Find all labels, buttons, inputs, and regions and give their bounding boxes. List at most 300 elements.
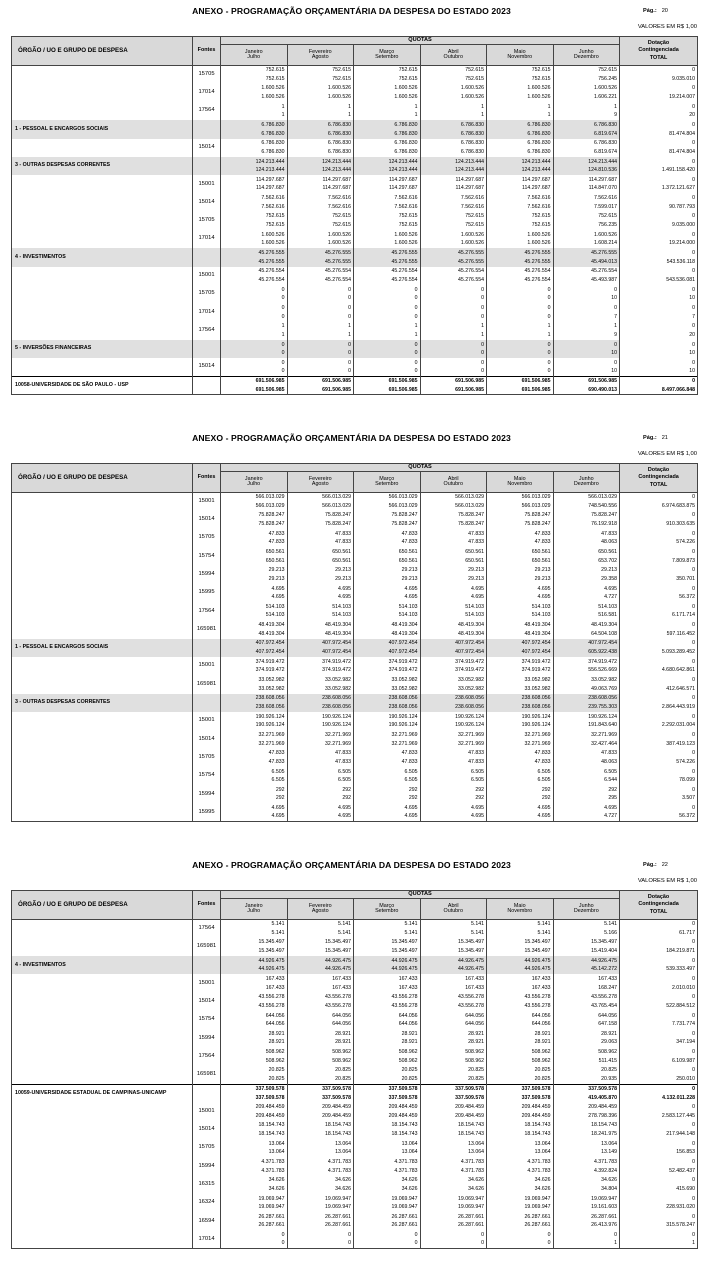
row-label [12,1029,193,1047]
row-label [12,511,193,529]
quota-cell [354,621,421,639]
value-first-half: 32.271.969 [391,731,418,738]
header-fontes: Fontes [193,891,221,920]
source-row [12,566,698,584]
quota-cell [487,1157,554,1175]
total-cell [620,1212,698,1230]
value-second-half: 691.506.985 [455,386,484,393]
value-second-half: 13.149 [601,1149,618,1156]
row-label: 3 - OUTRAS DESPESAS CORRENTES [12,157,193,175]
value-first-half: 1 [614,103,618,110]
value-second-half: 6.819.674 [593,148,618,155]
value-first-half: 407.972.454 [322,640,351,647]
value-second-half: 124.213.444 [255,167,285,174]
value-first-half: 752.615 [531,213,551,220]
value-second-half: 278.798.396 [588,1112,618,1119]
page-number [643,9,668,15]
quota-cell [287,1048,354,1066]
value-second-half: 56.372 [679,813,696,820]
value-second-half: 644.056 [465,1021,484,1028]
value-first-half: 4.371.783 [394,1158,418,1165]
quota-cell [221,694,288,712]
quota-cell [221,358,288,376]
month-bottom: Novembro [507,54,533,60]
quota-cell [354,212,421,230]
quota-cell [553,974,620,992]
quota-cell [287,1194,354,1212]
value-second-half: 217.944.148 [666,1130,696,1137]
value-second-half: 387.419.123 [666,740,696,747]
total-cell [620,340,698,358]
quota-cell [287,785,354,803]
value-second-half: 1 [281,112,285,119]
value-second-half: 228.931.020 [666,1204,696,1211]
quota-cell [487,993,554,1011]
value-second-half: 7 [614,313,618,320]
value-first-half: 0 [614,286,618,293]
value-second-half: 6.786.830 [327,130,351,137]
value-first-half: 45.276.554 [258,268,285,275]
value-second-half: 0 [547,1240,551,1247]
quota-cell [487,584,554,602]
page-number-value: 21 [661,435,668,441]
source-code: 15014 [193,511,221,529]
value-second-half: 4.371.783 [327,1167,351,1174]
source-code: 15014 [193,194,221,212]
value-first-half: 0 [692,1177,696,1184]
value-first-half: 0 [348,286,351,293]
value-first-half: 752.615 [332,213,351,220]
row-label [12,920,193,938]
value-second-half: 0 [414,313,418,320]
value-first-half: 4.695 [471,804,484,811]
value-second-half: 1.600.526 [460,240,484,247]
quota-cell [221,175,288,193]
value-second-half: 6.786.830 [460,130,484,137]
value-first-half: 124.213.444 [388,158,418,165]
value-second-half: 691.506.985 [521,386,551,393]
source-row [12,1157,698,1175]
value-second-half: 20 [689,331,696,338]
value-first-half: 20.825 [468,1067,484,1074]
value-second-half: 756.235 [598,222,618,229]
source-code: 165981 [193,675,221,693]
table-body [12,493,698,822]
value-second-half: 48.419.304 [325,630,351,637]
month-top: Fevereiro [308,48,332,55]
quota-cell [221,712,288,730]
quota-cell [354,157,421,175]
quota-cell [354,1121,421,1139]
quota-cell [287,120,354,138]
total-cell [620,712,698,730]
value-first-half: 75.828.247 [258,512,285,519]
source-row [12,358,698,376]
quota-cell [221,974,288,992]
quota-cell [354,267,421,285]
header-month [487,472,554,493]
value-second-half: 13.064 [534,1149,551,1156]
quota-cell [354,675,421,693]
value-second-half: 1.600.526 [527,240,551,247]
value-second-half: 48.063 [601,758,618,765]
value-first-half: 6.786.830 [261,140,285,147]
value-second-half: 6.109.987 [671,1057,696,1064]
source-row [12,785,698,803]
value-first-half: 508.962 [398,1049,418,1056]
value-first-half: 5.141 [271,921,285,928]
row-label [12,358,193,376]
value-second-half: 32.427.464 [591,740,618,747]
value-first-half: 114.297.687 [588,176,618,183]
quota-cell [553,1066,620,1084]
month-bottom: Julho [247,481,261,487]
value-first-half: 0 [692,1085,696,1092]
value-first-half: 5.141 [604,921,618,928]
value-second-half: 52.482.437 [669,1167,696,1174]
row-label [12,804,193,822]
value-second-half: 43.556.278 [258,1002,285,1009]
quota-cell [221,675,288,693]
value-second-half: 44.926.475 [391,966,418,973]
quota-cell [221,529,288,547]
quota-cell [287,1029,354,1047]
month-bottom: Dezembro [573,54,599,60]
value-second-half: 0 [348,1240,351,1247]
total-cell [620,529,698,547]
quota-cell [354,1194,421,1212]
quota-cell [553,493,620,511]
month-top: Junho [578,475,594,482]
value-second-half: 47.833 [534,758,551,765]
header-total-line: TOTAL [649,481,668,488]
quota-cell [420,956,487,974]
quota-cell [287,767,354,785]
value-second-half: 9 [614,112,618,119]
quota-cell [553,657,620,675]
quota-cell [354,767,421,785]
month-bottom: Agosto [311,908,329,914]
quota-cell [287,194,354,212]
quota-cell [420,785,487,803]
value-second-half: 0 [348,350,351,357]
value-first-half: 75.828.247 [591,512,618,519]
value-first-half: 0 [692,158,696,165]
quota-cell [487,120,554,138]
quota-cell [221,993,288,1011]
value-first-half: 0 [692,176,696,183]
quota-cell [420,194,487,212]
value-second-half: 1 [414,331,418,338]
value-first-half: 6.786.830 [327,121,351,128]
value-first-half: 0 [281,359,285,366]
total-cell [620,1102,698,1120]
value-second-half: 6.505 [471,777,484,784]
source-code: 17014 [193,84,221,102]
value-first-half: 566.013.029 [322,494,351,501]
value-second-half: 0 [481,295,484,302]
value-first-half: 292 [475,786,484,793]
quota-cell [553,511,620,529]
value-second-half: 44.926.475 [258,966,285,973]
row-label: 4 - INVESTIMENTOS [12,956,193,974]
quota-cell [487,749,554,767]
value-second-half: 4.695 [338,813,351,820]
value-first-half: 7.562.616 [527,195,551,202]
value-first-half: 45.276.555 [325,250,351,257]
value-second-half: 752.615 [398,222,418,229]
quota-cell [420,749,487,767]
value-second-half: 407.972.454 [322,649,351,656]
quota-cell [354,1048,421,1066]
value-first-half: 650.561 [398,548,418,555]
value-first-half: 190.926.124 [322,713,351,720]
value-first-half: 0 [692,786,696,793]
value-first-half: 374.919.472 [388,658,418,665]
value-second-half: 650.561 [398,557,418,564]
quota-cell [420,1011,487,1029]
value-first-half: 407.972.454 [388,640,418,647]
row-label [12,493,193,511]
source-row [12,1102,698,1120]
quota-cell [553,139,620,157]
page-number-value: 20 [661,8,668,14]
source-row [12,493,698,511]
quota-cell [354,194,421,212]
value-first-half: 18.154.743 [391,1122,418,1129]
quota-cell [420,1157,487,1175]
quota-cell [553,175,620,193]
source-code: 165981 [193,938,221,956]
quota-cell [354,303,421,321]
header-month [354,899,421,920]
value-second-half: 29.358 [601,575,618,582]
quota-cell [553,1212,620,1230]
quota-cell [354,602,421,620]
value-second-half: 347.194 [676,1039,696,1046]
quota-cell [287,267,354,285]
value-second-half: 6.786.830 [460,148,484,155]
value-first-half: 0 [547,341,551,348]
value-second-half: 4.695 [404,813,418,820]
value-second-half: 337.509.578 [521,1094,551,1101]
value-second-half: 0 [281,295,285,302]
value-first-half: 209.484.459 [455,1104,484,1111]
quota-cell [487,639,554,657]
value-second-half: 6.819.674 [593,130,618,137]
value-first-half: 4.371.783 [460,1158,484,1165]
value-second-half: 239.755.303 [588,703,618,710]
quota-cell [287,602,354,620]
total-cell [620,1048,698,1066]
source-row [12,920,698,938]
quota-cell [420,1194,487,1212]
value-second-half: 1.600.526 [261,93,285,100]
quota-cell [354,1084,421,1102]
quota-cell [553,694,620,712]
quota-cell [287,956,354,974]
quota-cell [553,1102,620,1120]
value-second-half: 6.786.830 [261,148,285,155]
quota-cell [221,120,288,138]
value-first-half: 45.276.554 [524,268,551,275]
header-contingenciada-line: Contingenciada [638,47,679,54]
value-second-half: 81.474.804 [669,148,696,155]
value-first-half: 1.600.526 [527,231,551,238]
value-second-half: 752.615 [265,222,285,229]
quota-cell [221,139,288,157]
quota-cell [221,322,288,340]
source-code: 15994 [193,1029,221,1047]
value-second-half: 9 [614,331,618,338]
source-code: 165981 [193,621,221,639]
value-first-half: 29.213 [401,567,418,574]
value-second-half: 0 [547,350,551,357]
value-second-half: 7.562.616 [327,203,351,210]
row-label [12,139,193,157]
value-second-half: 6.786.830 [327,148,351,155]
month-top: Fevereiro [308,902,332,909]
total-cell [620,657,698,675]
value-second-half: 28.921 [401,1039,418,1046]
value-first-half: 32.271.969 [258,731,285,738]
total-cell [620,139,698,157]
value-first-half: 752.615 [398,67,418,74]
value-first-half: 190.926.124 [588,713,618,720]
total-cell [620,493,698,511]
quota-cell [221,1157,288,1175]
value-first-half: 1 [348,323,351,330]
value-second-half: 508.962 [465,1057,484,1064]
source-row [12,730,698,748]
value-first-half: 566.013.029 [455,494,484,501]
quota-cell [354,377,421,395]
value-first-half: 5.141 [537,921,551,928]
value-second-half: 6.786.830 [394,130,418,137]
value-second-half: 337.509.578 [255,1094,285,1101]
quota-cell [487,102,554,120]
value-first-half: 4.695 [471,585,484,592]
source-row [12,322,698,340]
row-label: 3 - OUTRAS DESPESAS CORRENTES [12,694,193,712]
value-second-half: 33.052.982 [458,685,484,692]
value-second-half: 124.810.536 [588,167,618,174]
quota-cell [420,1121,487,1139]
quota-cell [354,511,421,529]
value-second-half: 47.833 [401,539,418,546]
value-first-half: 75.828.247 [524,512,551,519]
row-label [12,303,193,321]
value-first-half: 0 [692,231,696,238]
value-first-half: 514.103 [398,603,418,610]
quota-cell [287,1066,354,1084]
value-first-half: 1 [281,323,285,330]
quota-cell [221,1212,288,1230]
value-second-half: 644.056 [398,1021,418,1028]
quota-cell [221,566,288,584]
value-first-half: 26.287.661 [391,1213,418,1220]
total-cell [620,602,698,620]
source-code: 17564 [193,102,221,120]
row-label [12,285,193,303]
quota-cell [487,194,554,212]
header-month [221,472,288,493]
quota-cell [553,749,620,767]
month-top: Abril [447,902,459,909]
value-second-half: 10 [689,368,696,375]
quota-cell [420,322,487,340]
value-first-half: 44.926.475 [258,957,285,964]
value-first-half: 0 [692,1158,696,1165]
quota-cell [553,212,620,230]
quota-cell [354,248,421,266]
value-second-half: 650.561 [332,557,351,564]
total-cell [620,938,698,956]
value-first-half: 0 [414,341,418,348]
value-first-half: 5.141 [404,921,418,928]
header-dotacao [620,464,698,493]
value-first-half: 33.052.982 [458,677,484,684]
value-second-half: 45.276.554 [524,276,551,283]
quota-cell [420,1176,487,1194]
quota-cell [487,358,554,376]
quota-cell [487,175,554,193]
header-month [553,45,620,66]
quota-cell [487,511,554,529]
value-second-half: 407.972.454 [455,649,484,656]
value-second-half: 4.680.642.861 [661,667,696,674]
value-second-half: 4.727 [604,813,618,820]
value-first-half: 292 [275,786,285,793]
quota-cell [487,675,554,693]
quota-cell [221,749,288,767]
value-first-half: 0 [281,304,285,311]
source-code: 15705 [193,212,221,230]
source-code: 15705 [193,66,221,84]
quota-cell [221,621,288,639]
value-first-half: 209.484.459 [588,1104,618,1111]
quota-cell [420,566,487,584]
value-first-half: 43.556.278 [325,994,351,1001]
value-first-half: 0 [692,677,696,684]
value-second-half: 114.847.070 [588,185,618,192]
quota-cell [553,303,620,321]
quota-cell [420,730,487,748]
value-first-half: 4.371.783 [593,1158,618,1165]
value-second-half: 0 [481,1240,484,1247]
month-top: Março [379,902,395,909]
header-month [553,899,620,920]
quota-cell [221,1084,288,1102]
row-label [12,767,193,785]
value-second-half: 597.116.452 [666,630,696,637]
month-top: Abril [447,48,459,55]
page-title: ANEXO - PROGRAMAÇÃO ORÇAMENTÁRIA DA DESPESA DO ESTADO 2023 [192,6,511,16]
quota-cell [487,285,554,303]
source-code [193,120,221,138]
value-first-half: 114.297.687 [522,176,551,183]
quota-cell [354,493,421,511]
value-first-half: 167.433 [332,975,351,982]
quota-cell [354,66,421,84]
value-second-half: 47.833 [468,758,484,765]
total-cell [620,157,698,175]
value-first-half: 0 [692,121,696,128]
quota-cell [420,639,487,657]
value-first-half: 508.962 [332,1049,351,1056]
value-second-half: 250.010 [676,1075,696,1082]
value-first-half: 26.287.661 [258,1213,285,1220]
